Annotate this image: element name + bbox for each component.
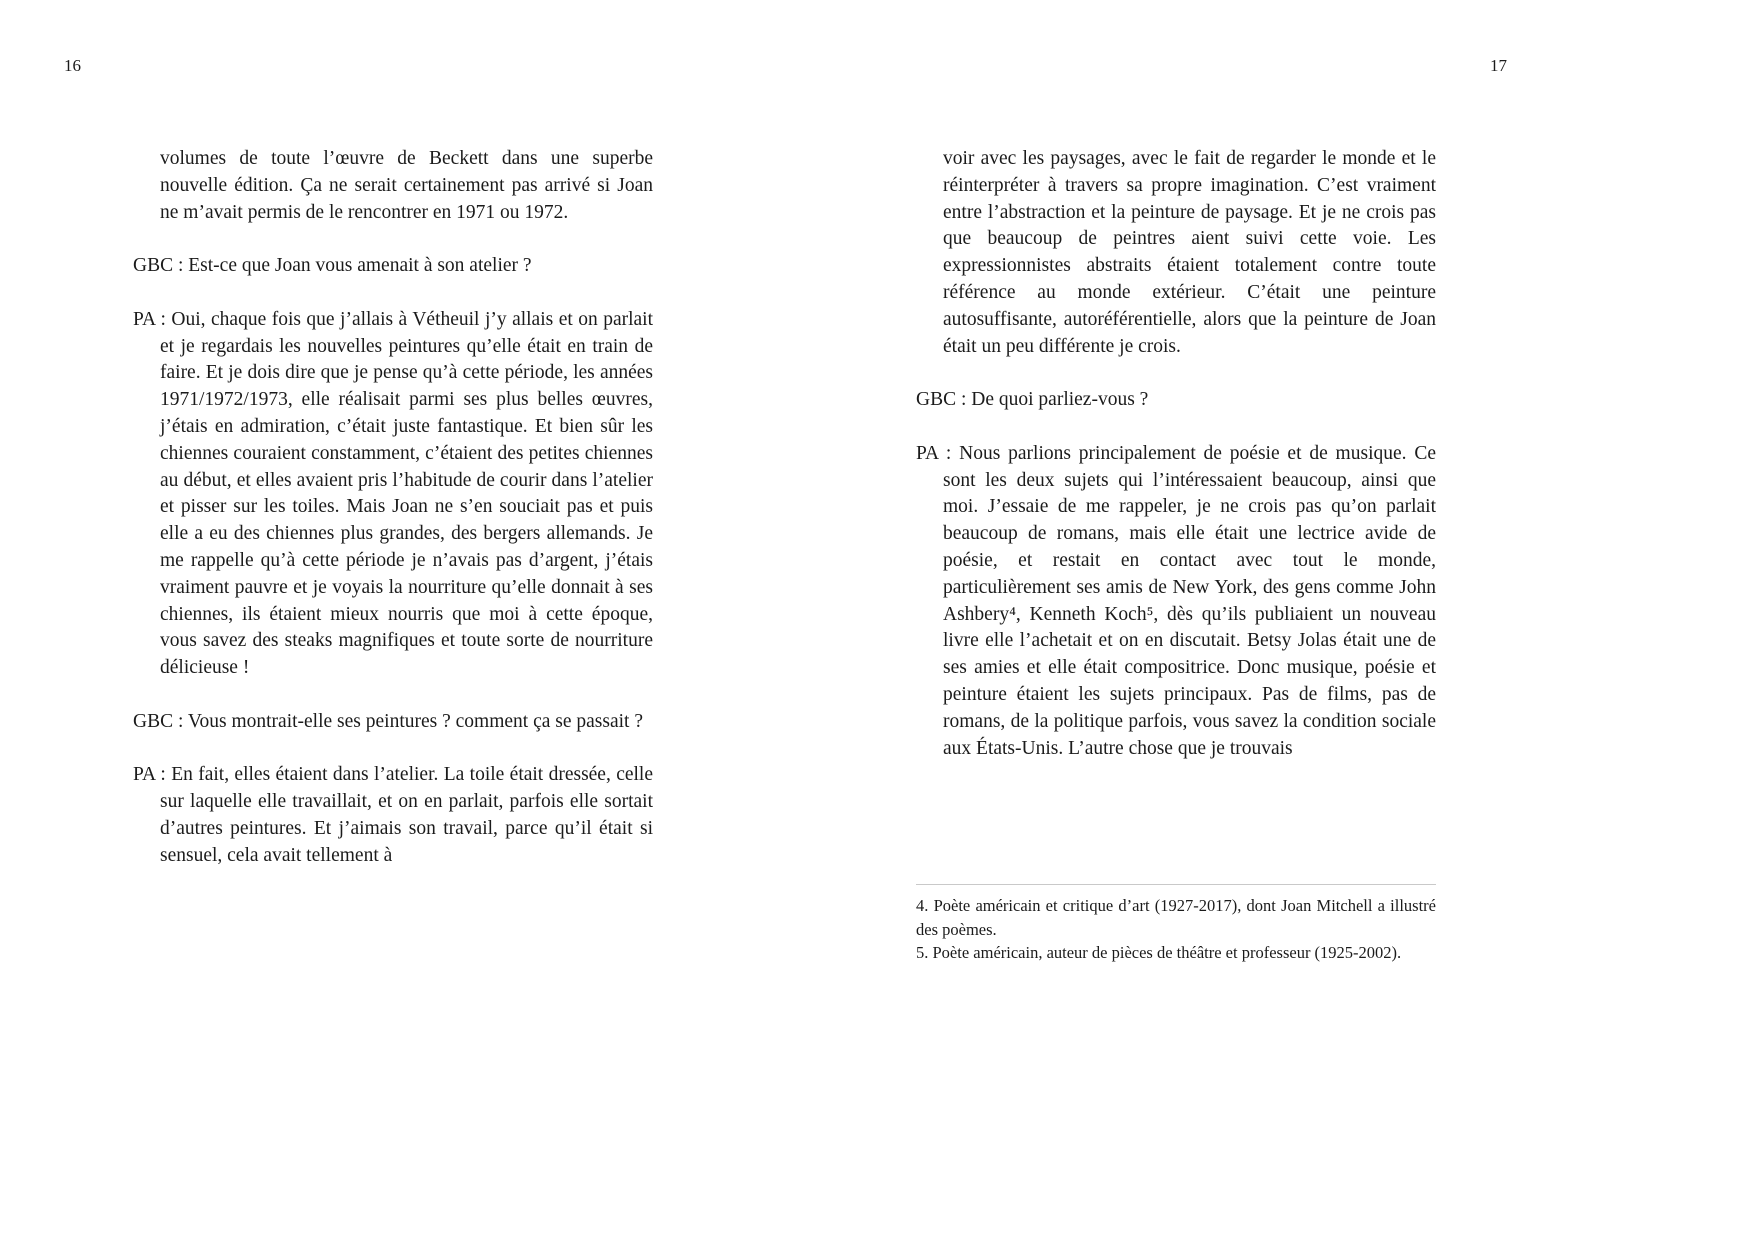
right-page-text xyxy=(916,146,1436,762)
speaker-label: GBC : xyxy=(133,255,189,277)
page-number-right: 17 xyxy=(1490,56,1507,75)
footnotes-section xyxy=(916,884,1436,965)
speech-paragraph: GBC : Est-ce que Joan vous amenait à son atelier ? xyxy=(133,255,532,277)
left-page-text xyxy=(133,146,653,870)
footnote-rule xyxy=(916,884,1436,885)
speaker-label: GBC : xyxy=(133,710,188,732)
continuation-paragraph: volumes de toute l’œuvre de Beckett dans une superbe nouvelle édition. Ça ne serait certainement pas arrivé si Joan ne m’avait permis de le rencontrer en 1971 ou 1972. xyxy=(160,148,653,223)
speaker-label: PA : xyxy=(133,764,172,786)
page-number-left: 16 xyxy=(64,56,81,75)
continuation-paragraph: voir avec les paysages, avec le fait de regarder le monde et le réinterpréter à travers sa propre imagination. C’est vraiment entre l’abstraction et la peinture de paysage. Et je ne crois pas que beaucoup de peintres aient suivi cette voie. Les expressionnistes abstraits étaient totalement contre toute référence au monde extérieur. C’était une peinture autosuffisante, autoréférentielle, alors que la peinture de Joan était un peu différente je crois. xyxy=(943,148,1436,357)
footnote: 4. Poète américain et critique d’art (1927-2017), dont Joan Mitchell a illustré des poèmes. xyxy=(916,896,1436,939)
speech-paragraph: GBC : De quoi parliez-vous ? xyxy=(916,389,1149,411)
footnote-list xyxy=(916,894,1436,965)
speech-paragraph: PA : En fait, elles étaient dans l’atelier. La toile était dressée, celle sur laquelle elle travaillait, et on en parlait, parfois elle sortait d’autres peintures. Et j’aimais son travail, parce qu’il était si sensuel, cela avait tellement à xyxy=(133,764,653,866)
footnote: 5. Poète américain, auteur de pièces de théâtre et professeur (1925-2002). xyxy=(916,943,1402,962)
speech-paragraph: PA : Oui, chaque fois que j’allais à Vétheuil j’y allais et on parlait et je regardais les nouvelles peintures qu’elle était en train de faire. Et je dois dire que je pense qu’à cette période, les années 1971/1972/1973, elle réalisait parmi ses plus belles œuvres, j’étais en admiration, c’était juste fantastique. Et bien sûr les chiennes couraient constamment, c’étaient des petites chiennes au début, et elles avaient pris l’habitude de courir dans l’atelier et pisser sur les toiles. Mais Joan ne s’en souciait pas et puis elle a eu des chiennes plus grandes, des bergers allemands. Je me rappelle qu’à cette période je n’avais pas d’argent, j’étais vraiment pauvre et je voyais la nourriture qu’elle donnait à ses chiennes, ils étaient mieux nourris que moi à cette époque, vous savez des steaks magnifiques et toute sorte de nourriture délicieuse ! xyxy=(133,308,654,679)
speaker-label: PA : xyxy=(916,442,960,464)
speech-paragraph: GBC : Vous montrait-elle ses peintures ? comment ça se passait ? xyxy=(133,710,643,732)
speaker-label: GBC : xyxy=(916,389,972,411)
speech-paragraph: PA : Nous parlions principalement de poésie et de musique. Ce sont les deux sujets qui l’intéressaient beaucoup, ainsi que moi. J’essaie de me rappeler, je ne crois pas qu’on parlait beaucoup de romans, mais elle était une lectrice avide de poésie, et restait en contact avec tout le monde, particulièrement ses amis de New York, des gens comme John Ashbery⁴, Kenneth Koch⁵, dès qu’ils publiaient un nouveau livre elle l’achetait et on en discutait. Betsy Jolas était une de ses amies et elle était compositrice. Donc musique, poésie et peinture étaient les sujets principaux. Pas de films, pas de romans, de la politique parfois, vous savez la condition sociale aux États-Unis. L’autre chose que je trouvais xyxy=(916,442,1437,759)
speaker-label: PA : xyxy=(133,308,172,330)
